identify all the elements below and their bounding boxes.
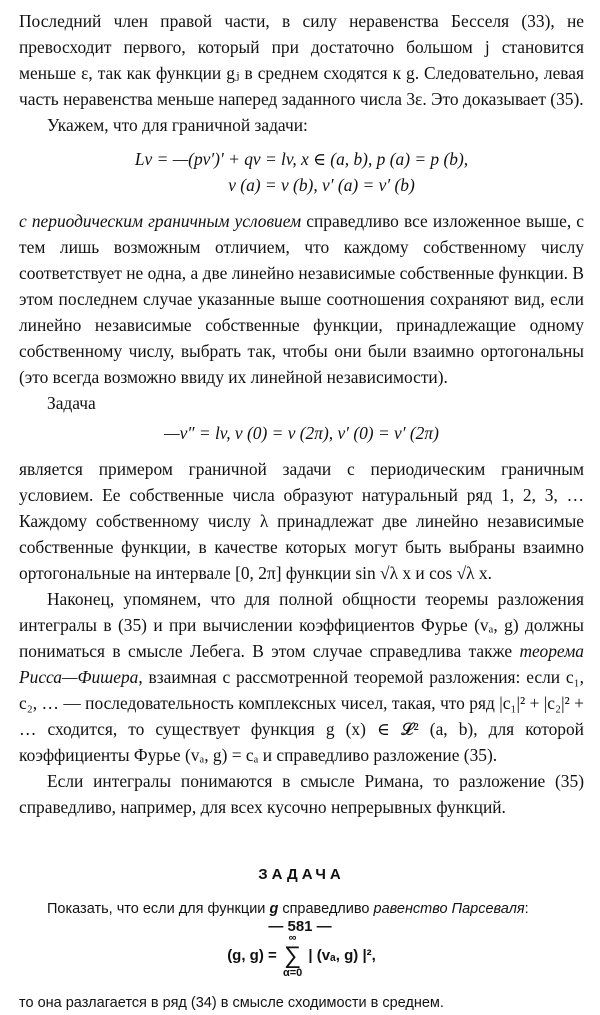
problem-text-a: Показать, что если для функции xyxy=(47,901,270,917)
problem-text-c: : xyxy=(524,901,529,917)
paragraph-periodic-rest: справедливо все изложенное выше, с тем лишь возможным отличием, что каждому собственному числу соответствует не одна, а две линейно независимые собственные функции. В этом последнем случае указанные выше соотношения сохраняют вид, если линейно независимые собственные функции, принадлежащие одному собственному числу, выбрать так, чтобы они были взаимно ортогональны (это всегда возможно ввиду их линейной независимости). xyxy=(19,211,585,387)
problem-heading: ЗАДАЧА xyxy=(258,866,345,883)
paragraph-example: является примером граничной задачи с периодическим граничным условием. Ее собственные числа образуют натуральный ряд 1, 2, 3, … Каждому собственному числу λ принадлежат две линейно независимые собственные функции, в качестве которых могут быть выбраны взаимно ортогональные на интервале [0, 2π] функции sin √λ x и cos √λ x. xyxy=(19,459,584,583)
formula-example-problem: —v″ = lv, v (0) = v (2π), v′ (0) = v′ (2π) xyxy=(164,423,439,443)
italic-parseval: равенство Парсеваля xyxy=(373,901,525,917)
parseval-formula xyxy=(19,931,584,981)
paragraph-bessel: Последний член правой части, в силу неравенства Бесселя (33), не превосходит первого, который при достаточно большом j становится меньше ε, так как функции gⱼ в среднем сходятся к g. Следовательно, левая часть неравенства меньше наперед заданного числа 3ε. Это доказывает (35). xyxy=(19,11,584,109)
parseval-left: (g, g) = xyxy=(227,947,277,964)
italic-riesz-fischer: теорема Рисса—Фишера xyxy=(19,641,584,687)
problem-var-g: g xyxy=(269,901,279,917)
problem-text-b: справедливо xyxy=(278,901,374,917)
problem-conclusion: то она разлагается в ряд (34) в смысле сходимости в среднем. xyxy=(19,995,444,1011)
paragraph-periodic-condition xyxy=(19,208,584,390)
formula-periodic-boundary xyxy=(19,146,584,198)
sum-lower-limit: α=0 xyxy=(282,967,303,980)
paragraph-problem-label: Задача xyxy=(47,393,96,413)
parseval-right: | (vₐ, g) |², xyxy=(308,947,376,964)
italic-periodic-condition: с периодическим граничным условием xyxy=(19,211,302,231)
paragraph-riemann: Если интегралы понимаются в смысле Римана, то разложение (35) справедливо, например, для всех кусочно непрерывных функций. xyxy=(19,771,584,817)
paragraph-lebesgue-a: Наконец, упомянем, что для полной общности теоремы разложения интегралы в (35) и при вычислении коэффициентов Фурье (vₐ, g) должны пониматься в смысле Лебега. В этом случае справедлива также xyxy=(19,589,584,661)
formula-line-2: v (a) = v (b), v′ (a) = v′ (b) xyxy=(228,175,415,195)
paragraph-lebesgue xyxy=(19,586,584,768)
formula-line-1: Lv = —(pv′)′ + qv = lv, x ∈ (a, b), p (a) = p (b), xyxy=(134,149,469,169)
sum-symbol xyxy=(283,933,302,979)
page-number: — 581 — xyxy=(268,918,332,935)
sigma-glyph: ∑ xyxy=(284,942,302,970)
paragraph-boundary-intro: Укажем, что для граничной задачи: xyxy=(47,115,308,135)
paragraph-lebesgue-b: , взаимная с рассмотренной теоремой разложения: если c₁, c₂, … — последовательность комплексных чисел, такая, что ряд |c₁|² + |c₂|² + … сходится, то существует функция g (x) ∈ 𝓛² (a, b), для которой коэффициенты Фурье (vₐ, g) = cₐ и справедливо разложение (35). xyxy=(19,667,584,765)
sum-upper-limit: ∞ xyxy=(288,932,297,945)
